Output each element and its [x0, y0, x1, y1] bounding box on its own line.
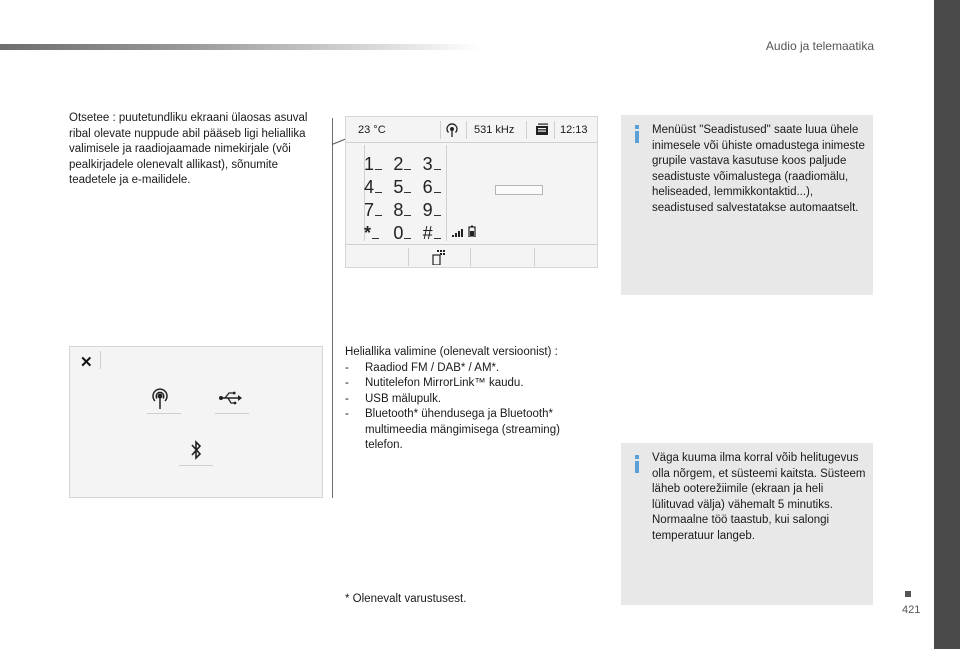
key-7: 7: [364, 199, 393, 222]
footnote: * Olenevalt varustusest.: [345, 593, 467, 605]
key-9: 9: [423, 199, 452, 222]
source-list: [345, 361, 595, 454]
info-icon: [633, 455, 641, 473]
bluetooth-icon: [190, 439, 202, 461]
temperature-readout: 23 °C: [358, 124, 386, 136]
list-item: - Nutitelefon MirrorLink™ kaudu.: [345, 377, 524, 389]
signal-icon: [452, 227, 466, 237]
info-note-heat: [621, 443, 873, 605]
number-display: [495, 185, 543, 195]
key-2: 2: [393, 153, 422, 176]
phone-screen-illustration: [345, 116, 598, 268]
messages-icon: [534, 122, 550, 138]
column-divider: [332, 118, 333, 498]
radio-icon: [444, 122, 460, 138]
note-settings-text: Menüüst "Seadistused" saate luua ühele inimesele või ühiste omadustega inimeste grupile vastava kasutuse koos paljude seadistuste võimalustega (raadiomälu, heliseaded, lemmikkontaktid...), seadistused salvestatakse automaatselt.: [652, 124, 865, 214]
source-selection-section: [345, 345, 595, 454]
close-icon: ✕: [80, 354, 93, 371]
key-6: 6: [423, 176, 452, 199]
page-header-title: Audio ja telemaatika: [765, 39, 874, 53]
list-item: - Bluetooth* ühendusega ja Bluetooth* multimeedia mängimisega (streaming) telefon.: [345, 408, 560, 451]
usb-icon: [218, 391, 242, 405]
frequency-readout: 531 kHz: [474, 124, 515, 136]
status-bar: [346, 117, 597, 143]
phone-keypad-icon: [432, 249, 446, 265]
header-rule: [0, 44, 480, 50]
page-marker: [905, 591, 911, 597]
source-screen-illustration: [69, 346, 323, 498]
radio-icon: [150, 387, 170, 411]
dial-keypad: [364, 153, 452, 245]
key-1: 1: [364, 153, 393, 176]
side-bar: [934, 0, 960, 649]
key-0: 0: [393, 222, 422, 245]
key-hash: #: [423, 222, 452, 245]
key-3: 3: [423, 153, 452, 176]
note-heat-text: Väga kuuma ilma korral võib helitugevus olla nõrgem, et süsteemi kaitsta. Süsteem läheb ooterežiimile (ekraan ja heli lülituvad välja) vähemalt 5 minutiks. Normaalne töö taastub, kui salongi temperatuur langeb.: [652, 452, 866, 542]
intro-paragraph: Otsetee : puutetundliku ekraani ülaosas asuval ribal olevate nuppude abil pääseb ligi heliallika valimisele ja raadiojaamade nimekirjale (või pealkirjadele olenevalt allikast), sõnumite teadetele ja e-mailidele.: [69, 112, 308, 186]
list-item: - USB mälupulk.: [345, 392, 442, 405]
info-note-settings: [621, 115, 873, 295]
battery-icon: [468, 225, 476, 237]
source-selection-title: Heliallika valimine (olenevalt versioonist) :: [345, 346, 558, 358]
key-8: 8: [393, 199, 422, 222]
key-4: 4: [364, 176, 393, 199]
clock-readout: 12:13: [560, 124, 588, 136]
key-star: *: [364, 222, 393, 245]
page-number: 421: [902, 604, 921, 616]
info-icon: [633, 125, 641, 143]
list-item: - Raadiod FM / DAB* / AM*.: [345, 361, 500, 374]
bottom-bar: [346, 244, 597, 269]
key-5: 5: [393, 176, 422, 199]
